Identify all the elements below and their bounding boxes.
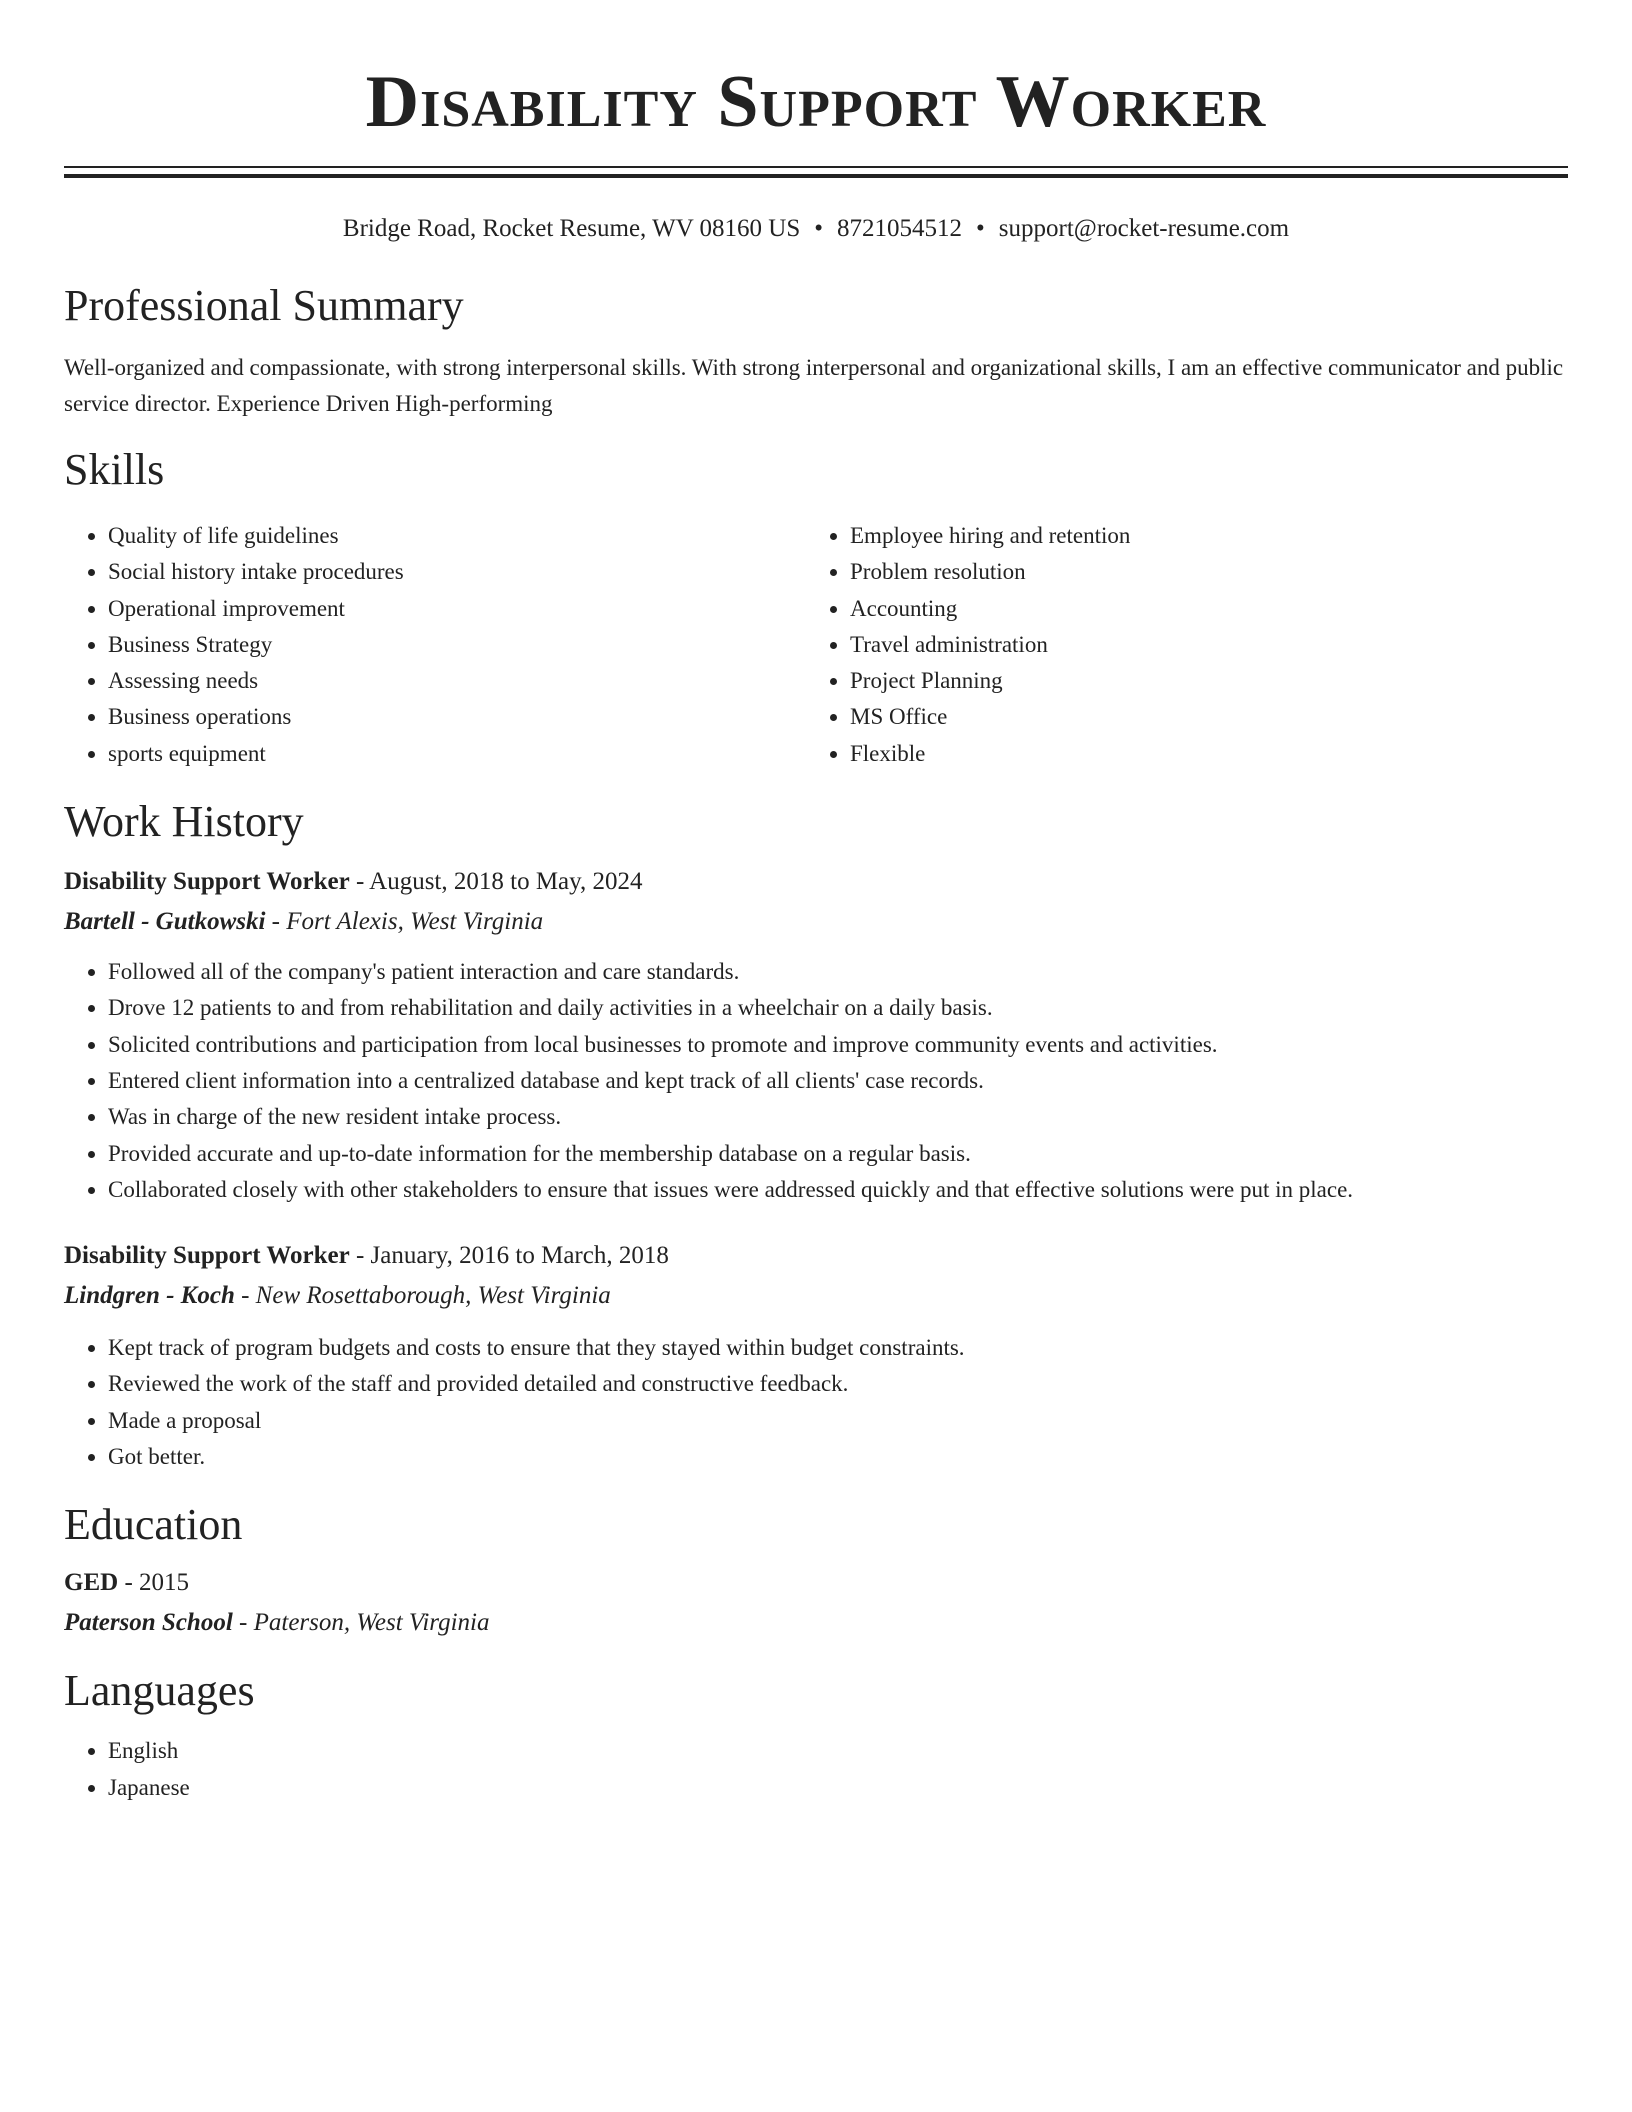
job-title-line xyxy=(64,1236,1568,1276)
resume-title: Disability Support Worker xyxy=(365,61,1267,143)
contact-address: Bridge Road, Rocket Resume, WV 08160 US xyxy=(342,215,801,242)
contact-separator: • xyxy=(976,215,985,242)
degree-line xyxy=(64,1563,1568,1603)
degree-name: GED xyxy=(64,1569,119,1597)
skill-item: • MS Office xyxy=(850,699,1548,735)
contact-phone: 8721054512 xyxy=(837,215,963,242)
job-duties xyxy=(64,954,1568,1208)
skills-column-left xyxy=(64,518,806,772)
summary-text: Well-organized and compassionate, with strong interpersonal skills. With strong interpersonal and organizational skills, I am an effective communicator and public service director. Experience Driven High-performing xyxy=(64,355,1564,416)
job-duty: • Followed all of the company's patient interaction and care standards. xyxy=(108,954,1568,990)
skill-item: • Quality of life guidelines xyxy=(108,518,806,554)
language-item: • Japanese xyxy=(108,1770,1568,1806)
employer-line xyxy=(64,902,1568,942)
school-line xyxy=(64,1603,1568,1643)
job-entry xyxy=(64,862,1568,1208)
employer-name: Lindgren - Koch xyxy=(64,1282,235,1310)
education-heading: Education xyxy=(64,1500,243,1550)
job-title: Disability Support Worker xyxy=(64,868,350,896)
languages-list xyxy=(64,1733,1568,1806)
employer-name: Bartell - Gutkowski xyxy=(64,908,266,936)
summary-heading: Professional Summary xyxy=(64,281,464,330)
education-entry xyxy=(64,1563,1568,1643)
job-duty: • Solicited contributions and participation from local businesses to promote and improve community events and activities. xyxy=(108,1027,1568,1063)
employer-location: - New Rosettaborough, West Virginia xyxy=(234,1282,611,1310)
contact-separator: • xyxy=(814,215,824,242)
skill-item: • Social history intake procedures xyxy=(108,554,806,590)
skill-item: • Employee hiring and retention xyxy=(850,518,1548,554)
languages-heading: Languages xyxy=(64,1666,255,1716)
job-duty: • Made a proposal xyxy=(108,1403,1568,1439)
school-name: Paterson School xyxy=(64,1609,233,1637)
title-divider-thick xyxy=(64,174,1568,178)
skill-item: • Operational improvement xyxy=(108,591,806,627)
job-duties xyxy=(64,1330,1568,1475)
job-duty: • Got better. xyxy=(108,1439,1568,1475)
job-entry xyxy=(64,1236,1568,1475)
skill-item: • Business Strategy xyxy=(108,627,806,663)
skill-item: • Assessing needs xyxy=(108,663,806,699)
school-location: - Paterson, West Virginia xyxy=(232,1609,490,1637)
skill-item: • Problem resolution xyxy=(850,554,1548,590)
job-title: Disability Support Worker xyxy=(64,1242,350,1270)
contact-email: support@rocket-resume.com xyxy=(998,215,1290,242)
job-duty: • Reviewed the work of the staff and provided detailed and constructive feedback. xyxy=(108,1366,1568,1402)
title-divider-thin xyxy=(64,166,1568,168)
job-dates: - January, 2016 to March, 2018 xyxy=(349,1242,669,1270)
degree-year: - 2015 xyxy=(118,1569,190,1597)
skill-item: • Business operations xyxy=(108,699,806,735)
skill-item: • Travel administration xyxy=(850,627,1548,663)
employer-line xyxy=(64,1276,1568,1316)
work-history-heading: Work History xyxy=(64,797,304,847)
skill-item: • sports equipment xyxy=(108,736,806,772)
job-dates: - August, 2018 to May, 2024 xyxy=(349,868,643,896)
job-duty: • Provided accurate and up-to-date information for the membership database on a regular basis. xyxy=(108,1136,1568,1172)
language-item: • English xyxy=(108,1733,1568,1769)
skill-item: • Flexible xyxy=(850,736,1548,772)
job-duty: • Collaborated closely with other stakeholders to ensure that issues were addressed quickly and that effective solutions were put in place. xyxy=(108,1172,1568,1208)
job-duty: • Drove 12 patients to and from rehabilitation and daily activities in a wheelchair on a daily basis. xyxy=(108,990,1568,1026)
employer-location: - Fort Alexis, West Virginia xyxy=(265,908,544,936)
job-duty: • Entered client information into a centralized database and kept track of all clients' case records. xyxy=(108,1063,1568,1099)
job-duty: • Kept track of program budgets and costs to ensure that they stayed within budget constraints. xyxy=(108,1330,1568,1366)
job-title-line xyxy=(64,862,1568,902)
skills-column-right xyxy=(806,518,1548,772)
contact-line xyxy=(64,214,1568,244)
skills-list xyxy=(64,518,1568,772)
skill-item: • Accounting xyxy=(850,591,1548,627)
skills-heading: Skills xyxy=(64,445,165,494)
skill-item: • Project Planning xyxy=(850,663,1548,699)
job-duty: • Was in charge of the new resident intake process. xyxy=(108,1099,1568,1135)
